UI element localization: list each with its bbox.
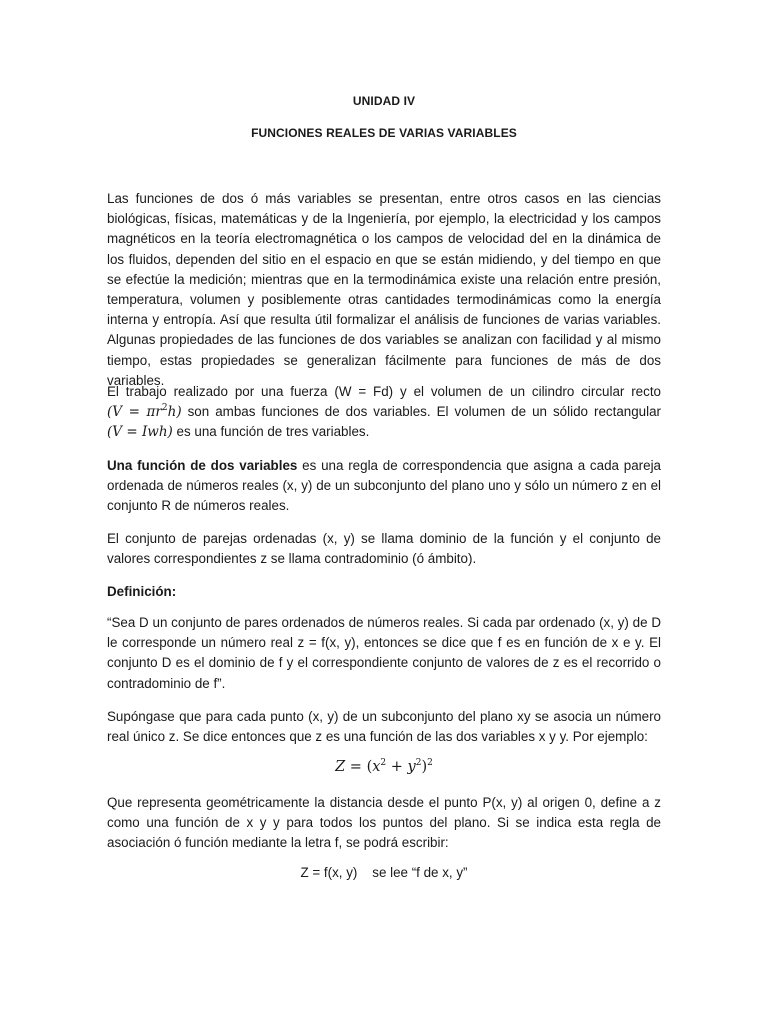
function-notation-line: Z = f(x, y) se lee “f de x, y” (300, 865, 468, 880)
definition-label: Definición: (107, 584, 177, 599)
paragraph-example-intro: Supóngase que para cada punto (x, y) de un subconjunto del plano xy se asocia un número real único z. Se dice entonces que z es una función de las dos variables x y y. Por ejemplo: (107, 709, 661, 745)
math-operator: = (122, 424, 142, 441)
paragraph-definition-text: es una regla de correspondencia que asigna a cada pareja ordenada de números reales (x, y) de un subconjunto del plano uno y sólo un número z en el conjunto R de números reales. (107, 458, 661, 514)
paragraph-definition-quote: “Sea D un conjunto de pares ordenados de números reales. Si cada par ordenado (x, y) de D le corresponde un número real z = f(x, y), entonces se dice que f es en función de x e y. El conjunto D es el dominio de f y el correspondiente conjunto de valores de z es el recorrido o contradominio de f”. (107, 615, 661, 691)
math-symbol: V (112, 404, 123, 421)
rectangular-volume-formula: (V = Iwh) (107, 424, 173, 441)
math-operator: + (386, 759, 408, 775)
math-symbol: π (146, 404, 156, 421)
math-exponent: 2 (415, 758, 422, 768)
paragraph-examples-text-a: El trabajo realizado por una fuerza (W = Fd) y el volumen de un cilindro circular recto (107, 384, 661, 399)
math-symbol: h (167, 404, 177, 421)
paragraph-examples (107, 382, 661, 443)
math-operator: ) (421, 759, 428, 775)
math-operator: = (122, 404, 147, 421)
math-exponent: 2 (380, 758, 387, 768)
paragraph-domain: El conjunto de parejas ordenadas (x, y) se llama dominio de la función y el conjunto de valores correspondientes z se llama contradominio (ó ámbito). (107, 531, 661, 567)
paragraph-intro: Las funciones de dos ó más variables se presentan, entre otros casos en las ciencias biológicas, físicas, matemáticas y de la Ingeniería, por ejemplo, la electricidad y los campos magnéticos en la teoría electromagnética o los campos de velocidad del en la dinámica de los fluidos, dependen del sitio en el espacio en que se están midiendo, y del tiempo en que se efectúe la medición; mientras que en la termodinámica existe una relación entre presión, temperatura, volumen y posiblemente otras cantidades termodinámicas como la energía interna y entropía. Así que resulta útil formalizar el análisis de funciones de varias variables. Algunas propiedades de las funciones de dos variables se analizan con facilidad y al mismo tiempo, estas propiedades se generalizan fácilmente para funciones de más de dos variables. (107, 191, 661, 388)
math-operator: = ( (345, 759, 373, 775)
cylinder-volume-formula: $(V = \pi r^2h)$ (107, 403, 182, 421)
math-symbol: r (155, 404, 162, 421)
math-symbol: y (407, 759, 416, 775)
paragraph-two-variable-definition (107, 456, 661, 517)
paragraph-examples-text-b: son ambas funciones de dos variables. El volumen de un sólido rectangular (181, 404, 661, 420)
math-exponent: 2 (427, 758, 433, 768)
unit-title: UNIDAD IV (352, 94, 416, 108)
example-formula (0, 759, 768, 775)
term-bold: Una función de dos variables (107, 458, 298, 473)
paragraph-examples-text-c: es una función de tres variables. (172, 424, 370, 440)
math-symbol: x (372, 759, 381, 775)
paragraph-geometric-meaning: Que representa geométricamente la distancia desde el punto P(x, y) al origen 0, define a z como una función de x y y para todos los puntos del plano. Si se indica esta regla de asociación ó función mediante la letra f, se podrá escribir: (107, 795, 661, 851)
math-symbol: Z (335, 759, 346, 775)
math-symbol: V (112, 424, 123, 441)
math-exponent: 2 (161, 403, 168, 414)
chapter-title: FUNCIONES REALES DE VARIAS VARIABLES (251, 126, 517, 140)
math-symbol: Iwh (141, 424, 168, 441)
